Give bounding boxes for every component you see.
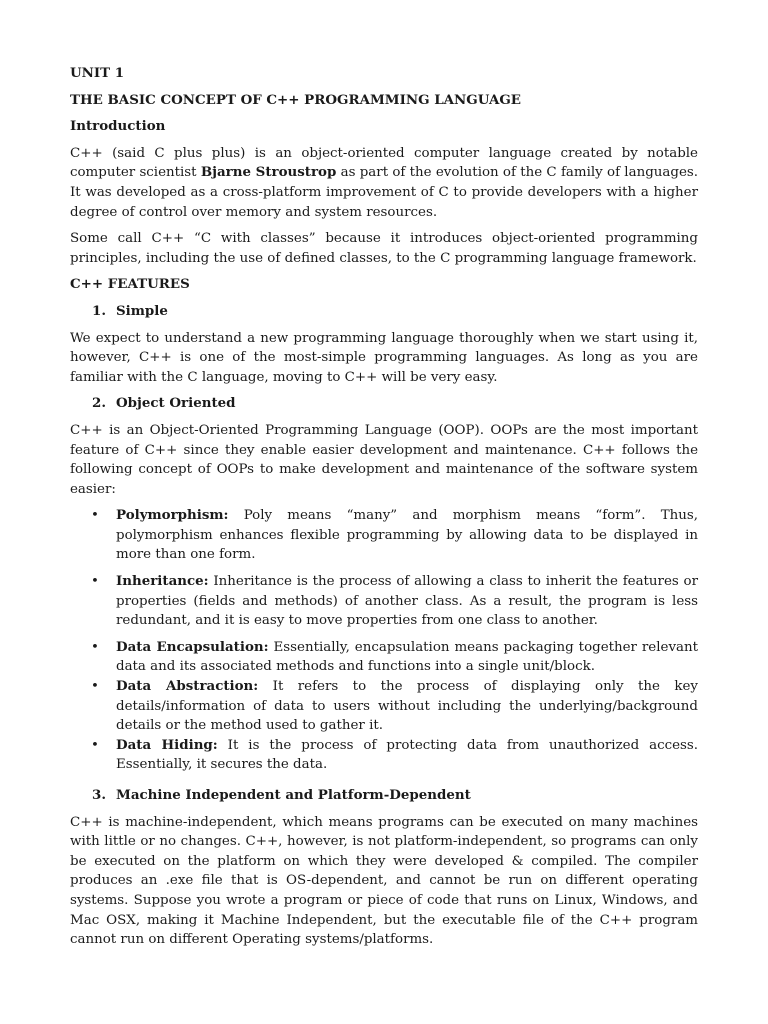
list-item: • Data Hiding: It is the process of protecting data from unauthorized access. Essentially, it secures the data. [91,736,698,773]
feature-heading-object-oriented: 2. Object Oriented [92,395,236,412]
feature-simple-text: We expect to understand a new programming language thoroughly when we start using it, however, C++ is one of the most-simple programming languages. As long as you are familiar with the C language, moving to C++ will be very easy. [70,330,698,385]
list-item: • Inheritance: Inheritance is the process of allowing a class to inherit the features or properties (fields and methods) of another class. As a result, the program is less redundant, and it is easy to move properties from one class to another. [91,573,698,629]
oop-concepts-list [70,506,698,775]
feature-heading-machine-independent: 3. Machine Independent and Platform-Dependent [92,787,471,803]
unit-label: UNIT 1 [70,65,125,81]
list-item: • Polymorphism: Poly means “many” and morphism means “form”. Thus, polymorphism enhances flexible programming by allowing data to be displayed in more than one form. [91,507,698,563]
intro-paragraph-1: C++ (said C plus plus) is an object-oriented computer language created by notable computer scientist Bjarne Stroustrop as part of the evolution of the C family of languages. It was developed as a cross-platform improvement of C to provide developers with a higher degree of control over memory and system resources. [70,145,698,220]
author-name: Bjarne Stroustrop [200,164,337,181]
feature-heading-simple: 1. Simple [92,302,168,319]
feature-object-oriented-text: C++ is an Object-Oriented Programming Language (OOP). OOPs are the most important feature of C++ since they enable easier development and maintenance. C++ follows the following concept of OOPs to make development and maintenance of the software system easier: [70,422,698,497]
list-item: • Data Encapsulation: Essentially, encapsulation means packaging together relevant data and its associated methods and functions into a single unit/block. [91,638,698,675]
feature-machine-independent-text: C++ is machine-independent, which means programs can be executed on many machines with little or no changes. C++, however, is not platform-independent, so programs can only be executed on the platform on which they were developed & compiled. The compiler produces an .exe file that is OS-dependent, and cannot be run on different operating systems. Suppose you wrote a program or piece of code that runs on Linux, Windows, and Mac OSX, making it Machine Independent, but the executable file of the C++ program cannot run on different Operating systems/platforms. [70,814,698,948]
document-page [70,64,698,957]
intro-paragraph-2: Some call C++ “C with classes” because it introduces object-oriented programming principles, including the use of defined classes, to the C programming language framework. [70,231,698,266]
list-item: • Data Abstraction: It refers to the process of displaying only the key details/information of data to users without including the underlying/background details or the method used to gather it. [91,678,698,734]
introduction-heading: Introduction [70,118,166,135]
features-heading: C++ FEATURES [70,276,190,293]
document-title: THE BASIC CONCEPT OF C++ PROGRAMMING LANGUAGE [70,91,521,108]
